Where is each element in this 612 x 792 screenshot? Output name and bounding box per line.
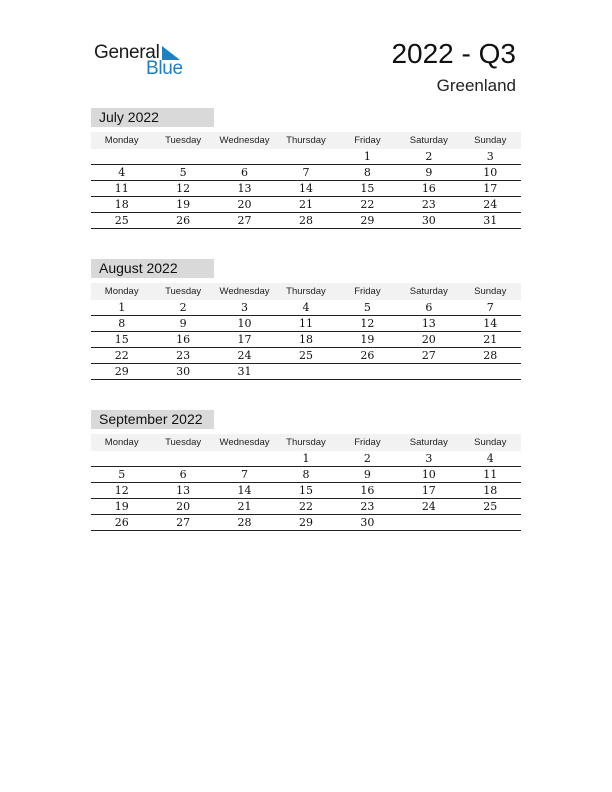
weekday-label: Wednesday [219,286,270,297]
weekday-label: Thursday [286,135,326,146]
day-cell: 28 [298,214,313,227]
day-cell: 5 [118,468,126,481]
week-row [91,451,521,467]
day-cell: 17 [237,333,252,346]
day-cell [152,451,213,466]
day-cell: 19 [114,500,129,513]
week-row [91,165,521,181]
weekday-label: Wednesday [219,437,270,448]
page-title: 2022 - Q3 [391,38,516,69]
day-cell: 11 [114,182,129,195]
logo-word-general: General [94,42,160,63]
weekday-label: Friday [354,135,381,146]
day-cell [398,515,459,530]
day-cell: 7 [241,468,249,481]
day-cell: 19 [360,333,375,346]
weekday-label: Tuesday [165,286,202,297]
week-row [91,499,521,515]
day-cell: 4 [302,301,310,314]
day-cell: 14 [483,317,498,330]
week-row [91,197,521,213]
month-grid [91,451,521,531]
weekday-label: Wednesday [219,135,270,146]
month-august [91,259,521,380]
week-row [91,213,521,229]
day-cell: 29 [114,365,129,378]
generalblue-logo [94,40,194,80]
day-cell: 16 [421,182,436,195]
day-cell: 23 [421,198,436,211]
day-cell: 3 [425,452,433,465]
day-cell: 5 [363,301,371,314]
weekday-label: Tuesday [165,135,202,146]
day-cell: 8 [363,166,371,179]
day-cell: 13 [237,182,252,195]
day-cell [214,149,275,164]
week-row [91,316,521,332]
day-cell: 23 [360,500,375,513]
day-cell: 13 [176,484,191,497]
day-cell: 12 [360,317,375,330]
day-cell: 8 [118,317,126,330]
day-cell: 6 [425,301,433,314]
day-cell: 12 [114,484,129,497]
weekday-label: Friday [354,286,381,297]
day-cell: 2 [363,452,371,465]
day-cell: 26 [114,516,129,529]
day-cell: 31 [237,365,252,378]
week-row [91,483,521,499]
day-cell [91,451,152,466]
day-cell: 7 [486,301,494,314]
month-label: July 2022 [91,108,214,127]
day-cell: 3 [241,301,249,314]
day-cell: 16 [176,333,191,346]
day-cell: 22 [360,198,375,211]
day-cell: 1 [302,452,310,465]
day-cell: 1 [118,301,126,314]
day-cell: 30 [176,365,191,378]
day-cell: 25 [483,500,498,513]
day-cell: 11 [298,317,313,330]
day-cell: 2 [179,301,187,314]
day-cell: 4 [118,166,126,179]
day-cell: 5 [179,166,187,179]
day-cell [275,149,336,164]
month-label: August 2022 [91,259,214,278]
day-cell: 24 [237,349,252,362]
week-row [91,467,521,483]
day-cell: 21 [298,198,313,211]
weekday-label: Sunday [474,286,507,297]
day-cell [460,515,521,530]
logo-word-blue: Blue [146,58,183,79]
day-cell [214,451,275,466]
month-grid [91,149,521,229]
weekday-label: Sunday [474,135,507,146]
day-cell: 3 [486,150,494,163]
week-row [91,364,521,380]
day-cell: 30 [421,214,436,227]
day-cell: 21 [483,333,498,346]
weekday-label: Monday [104,437,139,448]
day-cell: 11 [483,468,498,481]
weekday-header [91,132,521,149]
day-cell: 20 [176,500,191,513]
weekday-label: Saturday [409,135,448,146]
day-cell [275,364,336,379]
day-cell: 10 [421,468,436,481]
day-cell [91,149,152,164]
weekday-label: Monday [104,135,139,146]
week-row [91,300,521,316]
day-cell: 6 [179,468,187,481]
weekday-label: Saturday [409,286,448,297]
weekday-header [91,434,521,451]
day-cell: 1 [363,150,371,163]
weekday-label: Sunday [474,437,507,448]
day-cell: 27 [176,516,191,529]
day-cell: 28 [237,516,252,529]
day-cell: 31 [483,214,498,227]
day-cell: 29 [360,214,375,227]
day-cell: 18 [483,484,498,497]
day-cell [152,149,213,164]
day-cell: 27 [237,214,252,227]
day-cell: 15 [360,182,375,195]
day-cell: 18 [114,198,129,211]
day-cell: 29 [298,516,313,529]
day-cell: 30 [360,516,375,529]
weekday-label: Friday [354,437,381,448]
day-cell: 25 [114,214,129,227]
day-cell: 17 [483,182,498,195]
day-cell: 17 [421,484,436,497]
day-cell: 25 [298,349,313,362]
day-cell: 9 [179,317,187,330]
day-cell: 21 [237,500,252,513]
day-cell: 16 [360,484,375,497]
day-cell [398,364,459,379]
day-cell: 13 [421,317,436,330]
day-cell: 7 [302,166,310,179]
weekday-label: Thursday [286,286,326,297]
week-row [91,515,521,531]
weekday-header [91,283,521,300]
day-cell [460,364,521,379]
day-cell: 4 [486,452,494,465]
week-row [91,149,521,165]
country-name: Greenland [436,76,516,95]
weekday-label: Thursday [286,437,326,448]
week-row [91,332,521,348]
month-july [91,108,521,229]
day-cell: 26 [360,349,375,362]
day-cell: 19 [176,198,191,211]
day-cell: 27 [421,349,436,362]
day-cell: 18 [298,333,313,346]
weekday-label: Tuesday [165,437,202,448]
weekday-label: Monday [104,286,139,297]
day-cell: 9 [363,468,371,481]
day-cell: 14 [298,182,313,195]
day-cell: 2 [425,150,433,163]
day-cell: 22 [114,349,129,362]
day-cell: 23 [176,349,191,362]
day-cell: 20 [421,333,436,346]
day-cell [337,364,398,379]
day-cell: 10 [483,166,498,179]
week-row [91,348,521,364]
month-grid [91,300,521,380]
day-cell: 15 [114,333,129,346]
day-cell: 22 [298,500,313,513]
day-cell: 6 [241,166,249,179]
day-cell: 26 [176,214,191,227]
week-row [91,181,521,197]
day-cell: 10 [237,317,252,330]
weekday-label: Saturday [409,437,448,448]
day-cell: 28 [483,349,498,362]
month-label: September 2022 [91,410,214,429]
day-cell: 24 [421,500,436,513]
day-cell: 14 [237,484,252,497]
day-cell: 8 [302,468,310,481]
day-cell: 24 [483,198,498,211]
day-cell: 9 [425,166,433,179]
day-cell: 15 [298,484,313,497]
month-september [91,410,521,531]
day-cell: 20 [237,198,252,211]
day-cell: 12 [176,182,191,195]
